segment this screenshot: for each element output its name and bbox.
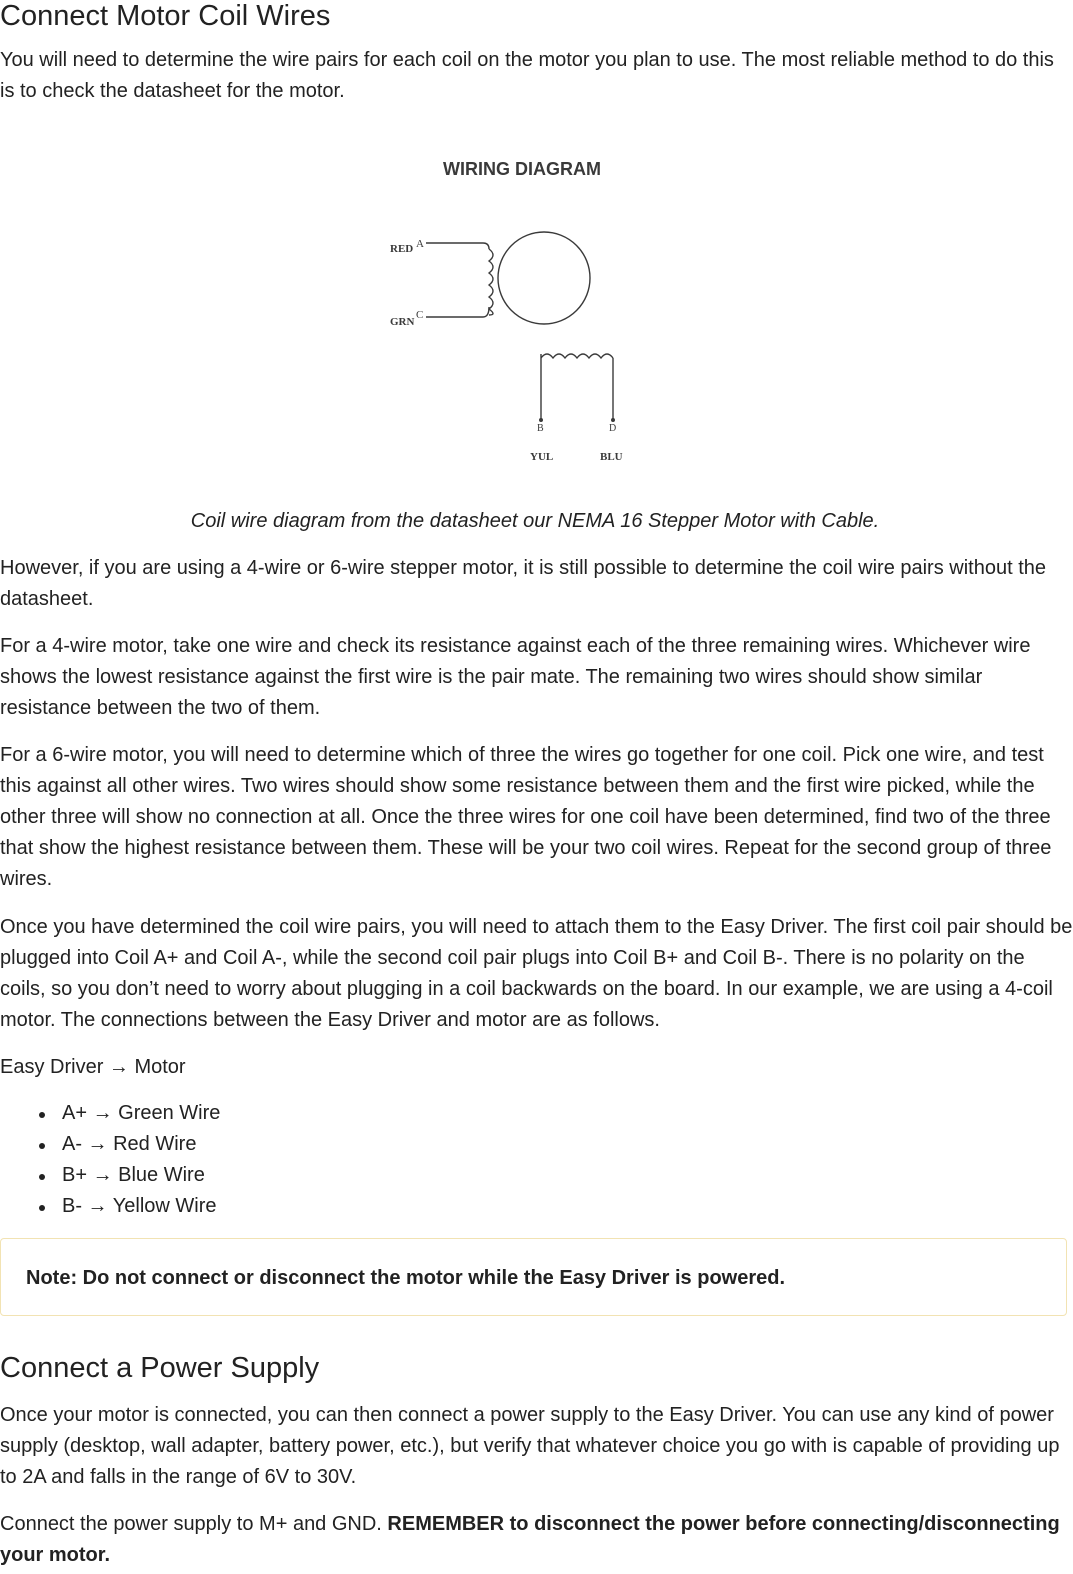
label-a: A bbox=[416, 238, 424, 250]
list-item: B- → Yellow Wire bbox=[62, 1191, 220, 1222]
four-wire-paragraph: For a 4-wire motor, take one wire and check its resistance against each of the three remaining wires. Whichever wire shows the lowest resistance against the first wire is the pair mate. The remaining two wires should show similar resistance between the two of them. bbox=[0, 635, 1031, 719]
connect-power-warning: REMEMBER to disconnect the power before connecting/disconnecting your motor. bbox=[0, 1513, 1060, 1566]
section-heading-power-supply: Connect a Power Supply bbox=[0, 1352, 320, 1384]
list-item: A- → Red Wire bbox=[62, 1129, 220, 1160]
connect-power-paragraph bbox=[0, 1509, 1073, 1571]
coil-ac bbox=[426, 243, 493, 317]
coil-bd-windings bbox=[541, 354, 613, 358]
coil-bd bbox=[541, 354, 613, 420]
six-wire-paragraph: For a 6-wire motor, you will need to determine which of three the wires go together for one coil. Pick one wire, and test this against all other wires. Two wires should show some resistance between them and the first wire picked, while the other three will show no connection at all. Once the three wires for one coil have been determined, find two of the three that show the highest resistance between them. These will be your two coil wires. Repeat for the second group of three wires. bbox=[0, 744, 1052, 890]
section-heading-coil-wires: Connect Motor Coil Wires bbox=[0, 0, 331, 32]
mapping-intro: Easy Driver → Motor bbox=[0, 1056, 186, 1078]
label-grn: GRN bbox=[390, 316, 415, 328]
diagram-title: WIRING DIAGRAM bbox=[443, 159, 601, 179]
list-item: A+ → Green Wire bbox=[62, 1098, 220, 1129]
rotor-circle bbox=[498, 232, 590, 324]
note-box bbox=[0, 1238, 1067, 1316]
label-b: B bbox=[537, 423, 544, 434]
note-text: Note: Do not connect or disconnect the motor while the Easy Driver is powered. bbox=[26, 1267, 786, 1289]
label-yul: YUL bbox=[530, 451, 554, 463]
diagram-caption: Coil wire diagram from the datasheet our NEMA 16 Stepper Motor with Cable. bbox=[190, 510, 880, 532]
wiring-diagram bbox=[378, 148, 640, 478]
connection-list bbox=[0, 1098, 220, 1222]
coil-ac-windings bbox=[489, 249, 493, 315]
power-paragraph: Once your motor is connected, you can then connect a power supply to the Easy Driver. You can use any kind of power supply (desktop, wall adapter, battery power, etc.), but verify that whatever choice you go with is capable of providing up to 2A and falls in the range of 6V to 30V. bbox=[0, 1404, 1060, 1488]
label-red: RED bbox=[390, 243, 414, 255]
list-item: B+ → Blue Wire bbox=[62, 1160, 220, 1191]
label-c: C bbox=[416, 309, 424, 321]
wire-grn bbox=[426, 307, 489, 317]
terminal-d bbox=[611, 418, 615, 422]
label-blu: BLU bbox=[600, 451, 623, 463]
intro-paragraph: You will need to determine the wire pairs for each coil on the motor you plan to use. The most reliable method to do this is to check the datasheet for the motor. bbox=[0, 49, 1054, 102]
wire-red bbox=[426, 243, 489, 249]
label-d: D bbox=[609, 423, 617, 434]
however-paragraph: However, if you are using a 4-wire or 6-wire stepper motor, it is still possible to determine the coil wire pairs without the datasheet. bbox=[0, 557, 1047, 610]
connect-power-text: Connect the power supply to M+ and GND. bbox=[0, 1513, 388, 1535]
attach-coils-paragraph: Once you have determined the coil wire pairs, you will need to attach them to the Easy Driver. The first coil pair should be plugged into Coil A+ and Coil A-, while the second coil pair plugs into Coil B+ and Coil B-. There is no polarity on the coils, so you don’t need to worry about plugging in a coil backwards on the board. In our example, we are using a 4-coil motor. The connections between the Easy Driver and motor are as follows. bbox=[0, 916, 1073, 1031]
terminal-b bbox=[539, 418, 543, 422]
